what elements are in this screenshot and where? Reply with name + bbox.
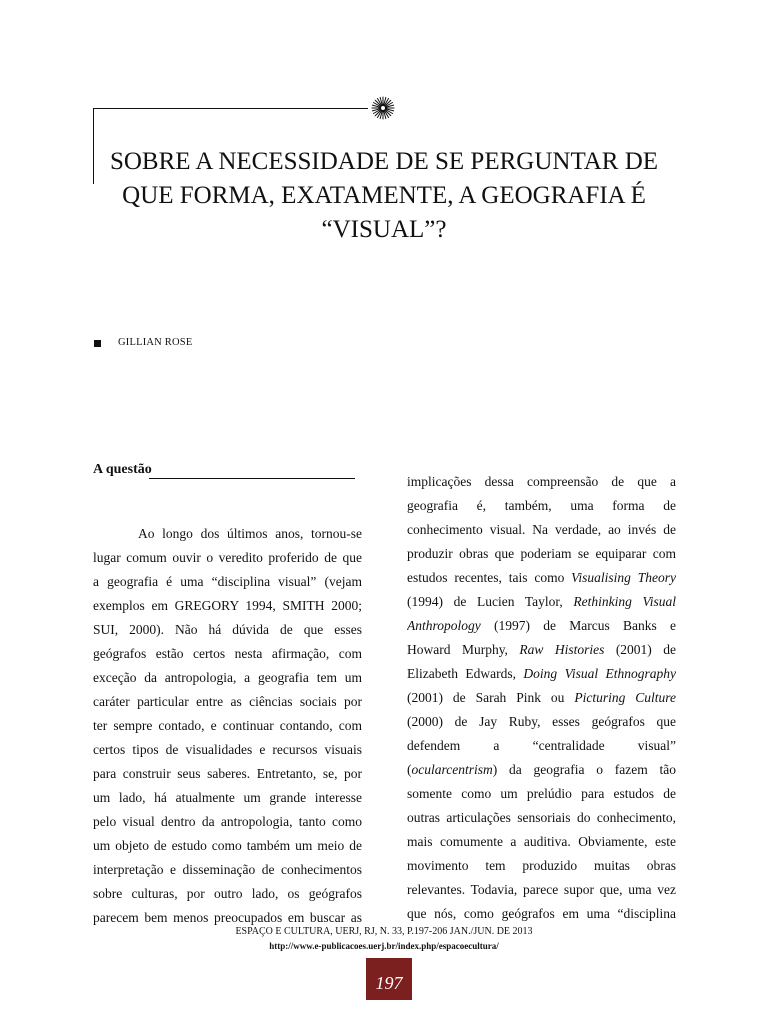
text-line: SUI, 2000). Não há dúvida de que esses — [93, 622, 362, 637]
book-title: Picturing Culture — [574, 690, 676, 705]
text-segment: (1994) de Lucien Taylor, — [407, 594, 574, 609]
page-number: 197 — [375, 973, 403, 993]
text-line — [407, 638, 676, 662]
section-rule — [149, 478, 355, 479]
text-segment: estudos recentes, tais como — [407, 570, 572, 585]
text-line: para construir seus saberes. Entretanto, se, por — [93, 766, 362, 781]
text-segment: geografia é, também, uma forma de — [407, 498, 676, 513]
text-line — [407, 830, 676, 854]
text-line: pelo visual dentro da antropologia, tanto como — [93, 814, 362, 829]
footer-citation: ESPAÇO E CULTURA, UERJ, RJ, N. 33, P.197-206 JAN./JUN. DE 2013 — [235, 926, 533, 937]
text-line — [407, 566, 676, 590]
book-title: Visualising Theory — [571, 570, 676, 585]
text-line: um objeto de estudo como também um meio de — [93, 838, 362, 853]
text-line: exceção da antropologia, a geografia tem um — [93, 670, 362, 685]
text-line: Ao longo dos últimos anos, tornou-se — [138, 526, 362, 541]
title-line: “VISUAL”? — [321, 216, 447, 243]
text-segment: movimento tem produzido muitas obras — [407, 858, 676, 873]
text-line: interpretação e disseminação de conhecimentos — [93, 862, 362, 877]
book-title: Raw Histories — [519, 642, 605, 657]
left-column — [93, 522, 362, 930]
text-segment: (2001) de — [604, 642, 676, 657]
text-line: geógrafos estão certos nesta afirmação, com — [93, 646, 362, 661]
text-line — [407, 590, 676, 614]
text-line: um lado, há atualmente um grande interesse — [93, 790, 362, 805]
text-line: sobre culturas, por outro lado, os geógrafos — [93, 886, 362, 901]
text-line — [407, 518, 676, 542]
text-line: certos tipos de visualidades e recursos visuais — [93, 742, 362, 757]
text-segment: relevantes. Todavia, parece supor que, uma vez — [407, 882, 676, 897]
text-segment: (2001) de Sarah Pink ou — [407, 690, 575, 705]
text-line: caráter particular entre as ciências sociais por — [93, 694, 362, 709]
text-segment: somente como um prelúdio para estudos de — [407, 786, 676, 801]
text-line — [407, 758, 676, 782]
text-segment: (2000) de Jay Ruby, esses geógrafos que — [407, 714, 676, 729]
title-line: QUE FORMA, EXATAMENTE, A GEOGRAFIA É — [122, 182, 646, 209]
article-title — [0, 145, 768, 247]
text-line: a geografia é uma “disciplina visual” (vejam — [93, 574, 362, 589]
text-segment: ) da geografia o fazem tão — [492, 762, 676, 777]
text-line — [407, 902, 676, 926]
section-heading: A questão — [93, 462, 152, 477]
title-line: SOBRE A NECESSIDADE DE SE PERGUNTAR DE — [109, 148, 659, 175]
author-line — [94, 336, 192, 350]
text-line: exemplos em GREGORY 1994, SMITH 2000; — [93, 598, 362, 613]
text-line — [407, 854, 676, 878]
text-segment: ( — [407, 762, 412, 777]
text-line: ter sempre contado, e continuar contando, com — [93, 718, 362, 733]
text-line: parecem bem menos preocupados em buscar as — [93, 910, 362, 925]
italic-term: ocularcentrism — [411, 762, 493, 777]
text-segment: (1997) de Marcus Banks e — [480, 618, 676, 633]
text-line — [407, 614, 676, 638]
text-line — [407, 686, 676, 710]
text-line — [407, 542, 676, 566]
text-line — [407, 710, 676, 734]
author-name: GILLIAN ROSE — [118, 337, 193, 348]
text-segment: Howard Murphy, — [407, 642, 520, 657]
text-line — [407, 806, 676, 830]
starburst-icon — [371, 96, 395, 120]
text-segment: implicações dessa compreensão de que a — [407, 474, 676, 489]
footer-url: http://www.e-publicacoes.uerj.br/index.php/espacoecultura/ — [269, 941, 499, 951]
book-title: Rethinking Visual — [573, 594, 676, 609]
text-line — [407, 878, 676, 902]
text-segment: Elizabeth Edwards, — [407, 666, 524, 681]
top-rule — [93, 108, 368, 109]
text-line — [407, 494, 676, 518]
text-segment: defendem a “centralidade visual” — [407, 738, 676, 753]
text-line: lugar comum ouvir o veredito proferido de que — [93, 550, 362, 565]
page-number-box — [366, 958, 412, 1000]
text-segment: mais comumente a auditiva. Obviamente, este — [407, 834, 676, 849]
text-line — [407, 470, 676, 494]
text-segment: conhecimento visual. Na verdade, ao invés de — [407, 522, 676, 537]
text-line — [407, 734, 676, 758]
text-line — [407, 662, 676, 686]
book-title: Anthropology — [407, 618, 481, 633]
text-segment: produzir obras que poderiam se equiparar com — [407, 546, 676, 561]
text-segment: outras articulações sensoriais do conhecimento, — [407, 810, 676, 825]
right-column — [407, 470, 676, 926]
square-bullet-icon — [94, 340, 101, 347]
book-title: Doing Visual Ethnography — [523, 666, 676, 681]
text-line — [407, 782, 676, 806]
text-segment: que nós, como geógrafos em uma “disciplina — [407, 906, 676, 921]
